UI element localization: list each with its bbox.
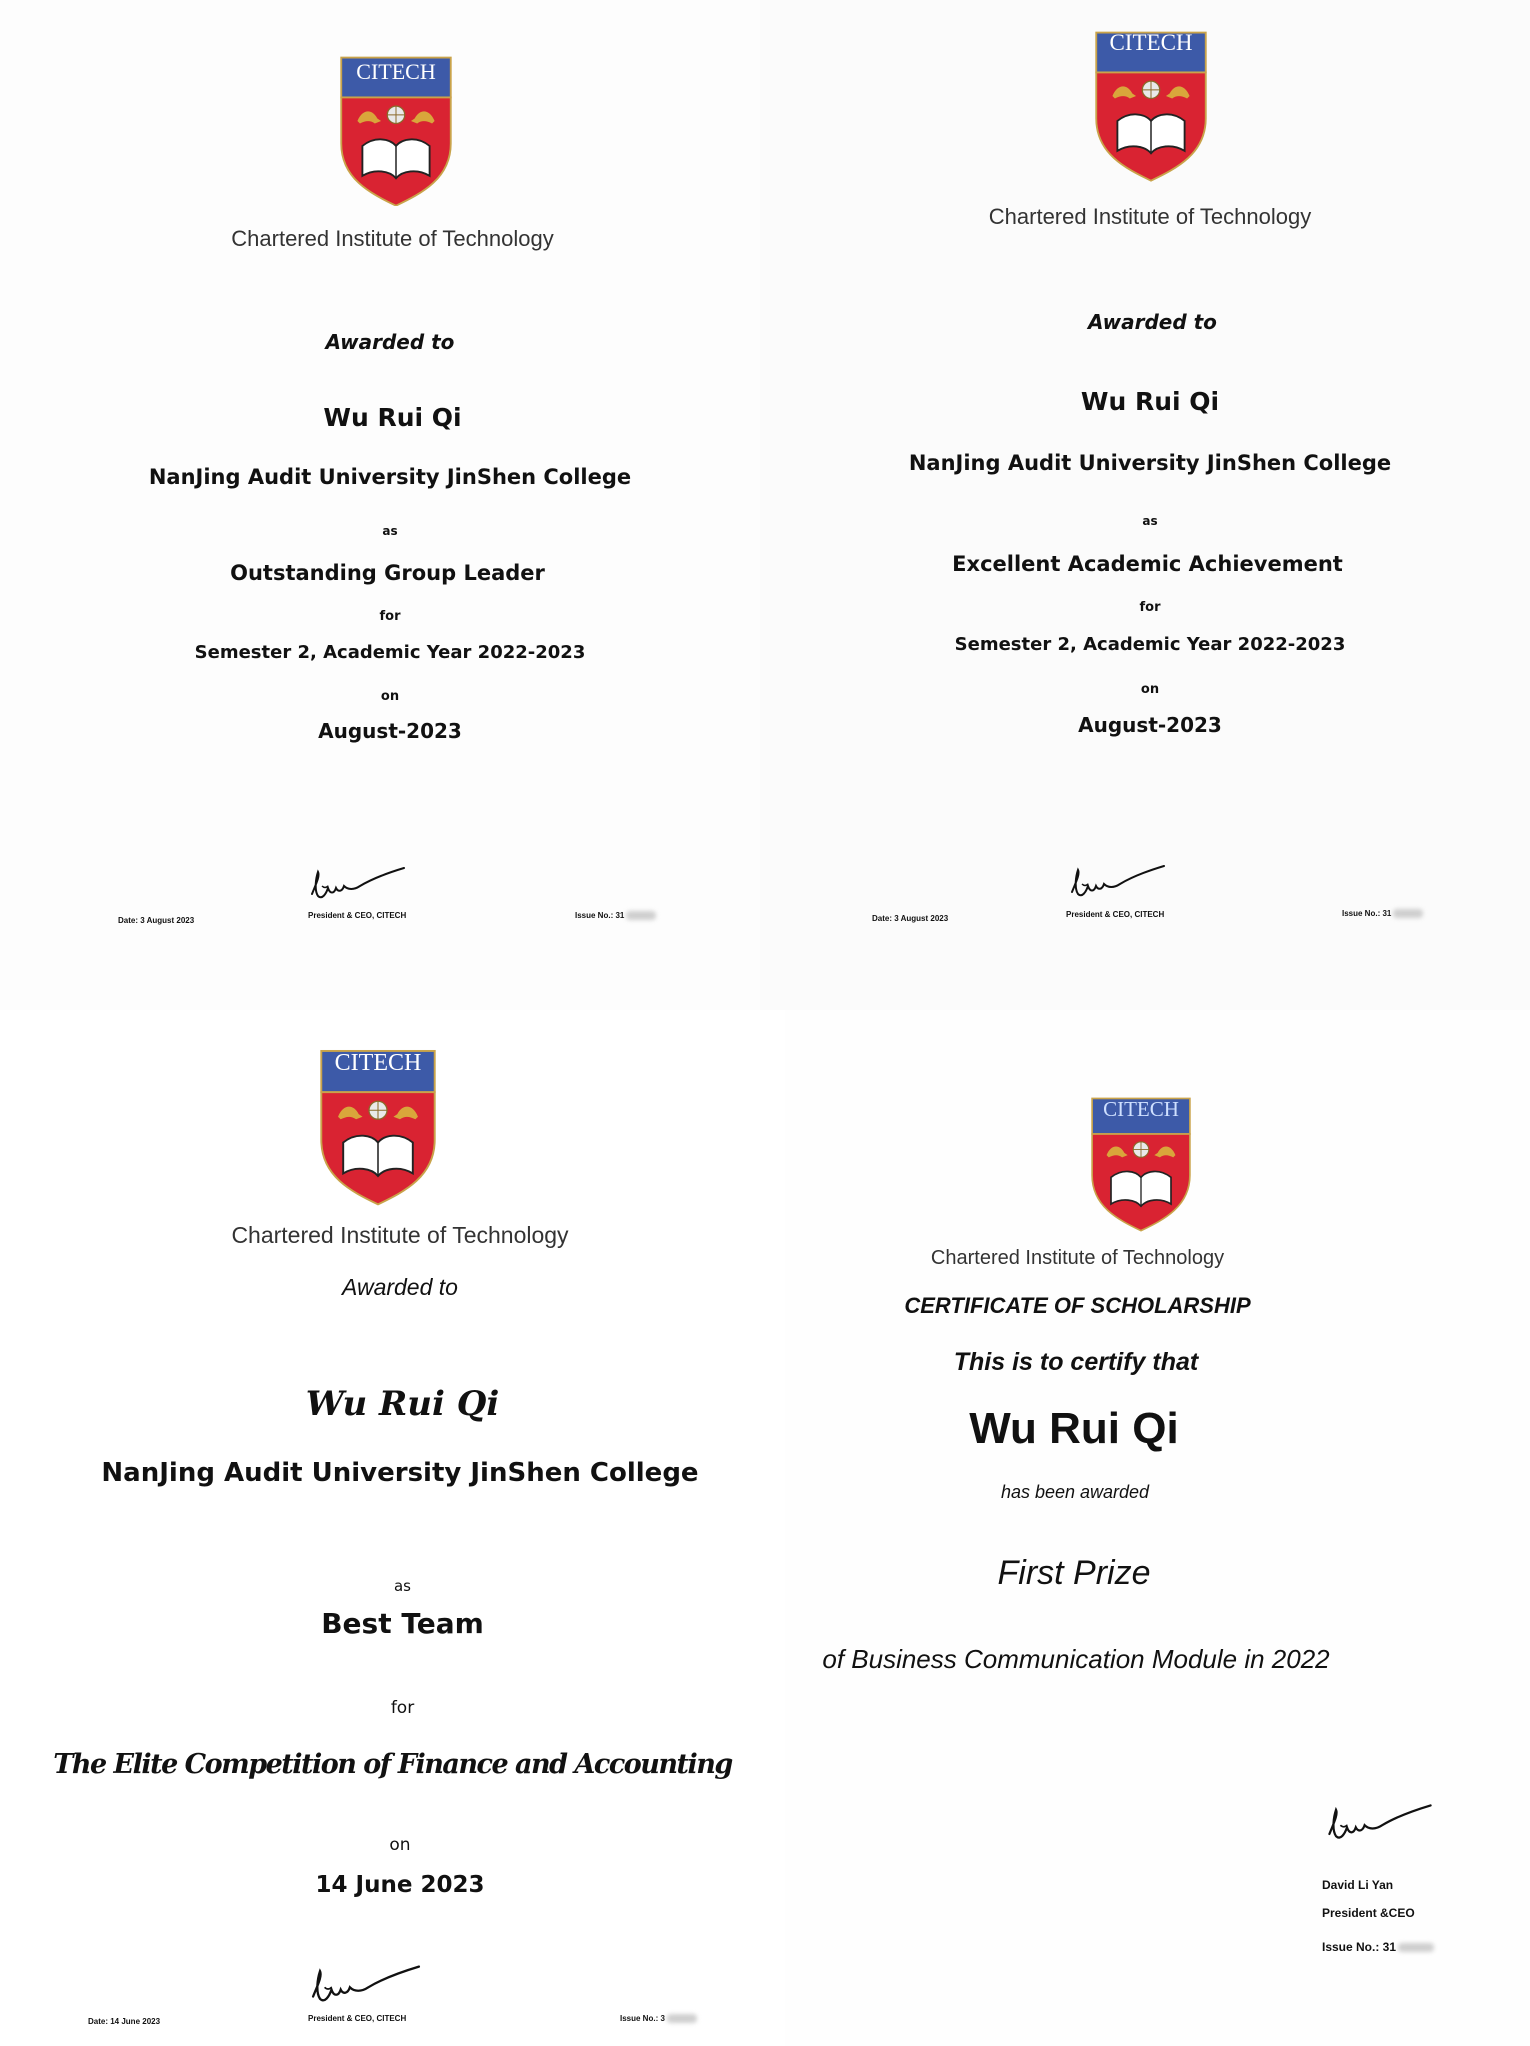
recipient-name: Wu Rui Qi <box>1080 387 1220 416</box>
as-label: as <box>393 1577 411 1595</box>
award-date: August-2023 <box>318 719 462 743</box>
signatory-name: David Li Yan <box>1322 1878 1394 1892</box>
issue-number <box>1322 1940 1434 1954</box>
for-label: for <box>1139 600 1161 615</box>
recipient-name: Wu Rui Qi <box>305 1384 500 1424</box>
awarded-to-label: Awarded to <box>1088 310 1217 334</box>
institution-name: Chartered Institute of Technology <box>231 226 554 251</box>
signatory-title: President & CEO, CITECH <box>308 911 407 920</box>
award-period: Semester 2, Academic Year 2022-2023 <box>194 642 586 663</box>
recipient-name: Wu Rui Qi <box>323 403 462 432</box>
on-label: on <box>1140 682 1160 697</box>
certificate-of-scholarship <box>785 1010 1530 2046</box>
issue-number-text: Issue No.: 31 <box>1322 1940 1397 1954</box>
crest-banner-text: CITECH <box>1109 30 1193 55</box>
issue-number-text: Issue No.: 31 <box>1342 909 1392 918</box>
redacted-mark <box>667 2014 697 2023</box>
as-label: as <box>1142 514 1158 528</box>
institution-name: Chartered Institute of Technology <box>231 1222 569 1248</box>
award-title: Excellent Academic Achievement <box>952 552 1343 576</box>
award-title: Outstanding Group Leader <box>230 561 545 585</box>
on-label: on <box>389 1835 411 1855</box>
for-label: for <box>379 609 401 624</box>
footer-date: Date: 3 August 2023 <box>872 914 949 923</box>
award-date: 14 June 2023 <box>315 1872 485 1898</box>
certificate-best-team <box>0 1010 785 2046</box>
redacted-mark <box>1393 909 1423 918</box>
footer-date: Date: 14 June 2023 <box>88 2017 161 2026</box>
award-date: August-2023 <box>1078 713 1222 737</box>
awarded-to-label: Awarded to <box>325 330 455 354</box>
school-name: NanJing Audit University JinShen College <box>148 465 632 489</box>
school-name: NanJing Audit University JinShen College <box>101 1458 699 1488</box>
institution-name: Chartered Institute of Technology <box>988 204 1312 229</box>
awarded-line: has been awarded <box>1000 1482 1150 1502</box>
issue-number <box>620 2014 697 2023</box>
prize-title: First Prize <box>997 1554 1151 1592</box>
module-line: of Business Communication Module in 2022 <box>822 1644 1330 1674</box>
signature-image <box>308 1962 424 2008</box>
redacted-mark <box>626 911 656 920</box>
crest-banner-text: CITECH <box>334 1050 422 1076</box>
crest-banner-text: CITECH <box>356 59 436 84</box>
signature-image <box>1325 1800 1435 1846</box>
signatory-title: President & CEO, CITECH <box>1066 910 1165 919</box>
issue-number-text: Issue No.: 3 <box>620 2014 665 2023</box>
school-name: NanJing Audit University JinShen College <box>908 451 1392 475</box>
footer-date: Date: 3 August 2023 <box>118 916 195 925</box>
for-label: for <box>390 1698 415 1718</box>
signature-image <box>1068 862 1168 902</box>
as-label: as <box>382 524 398 538</box>
institution-name: Chartered Institute of Technology <box>930 1247 1225 1269</box>
on-label: on <box>380 689 400 704</box>
crest-banner-text: CITECH <box>1103 1097 1179 1121</box>
issue-number-text: Issue No.: 31 <box>575 911 625 920</box>
recipient-name: Wu Rui Qi <box>969 1404 1179 1453</box>
competition-name: The Elite Competition of Finance and Accounting <box>53 1749 732 1780</box>
certify-line: This is to certify that <box>953 1348 1199 1376</box>
certificate-outstanding-group-leader <box>0 0 760 1010</box>
signatory-title: President &CEO <box>1322 1906 1415 1920</box>
award-period: Semester 2, Academic Year 2022-2023 <box>954 634 1346 655</box>
award-title: Best Team <box>321 1607 484 1640</box>
certificate-heading: CERTIFICATE OF SCHOLARSHIP <box>904 1293 1251 1318</box>
signature-image <box>308 864 408 904</box>
signatory-title: President & CEO, CITECH <box>308 2014 407 2023</box>
awarded-to-label: Awarded to <box>342 1274 458 1300</box>
issue-number <box>1342 909 1423 918</box>
certificate-excellent-academic-achievement <box>760 0 1530 1010</box>
issue-number <box>575 911 656 920</box>
redacted-mark <box>1398 1943 1434 1952</box>
